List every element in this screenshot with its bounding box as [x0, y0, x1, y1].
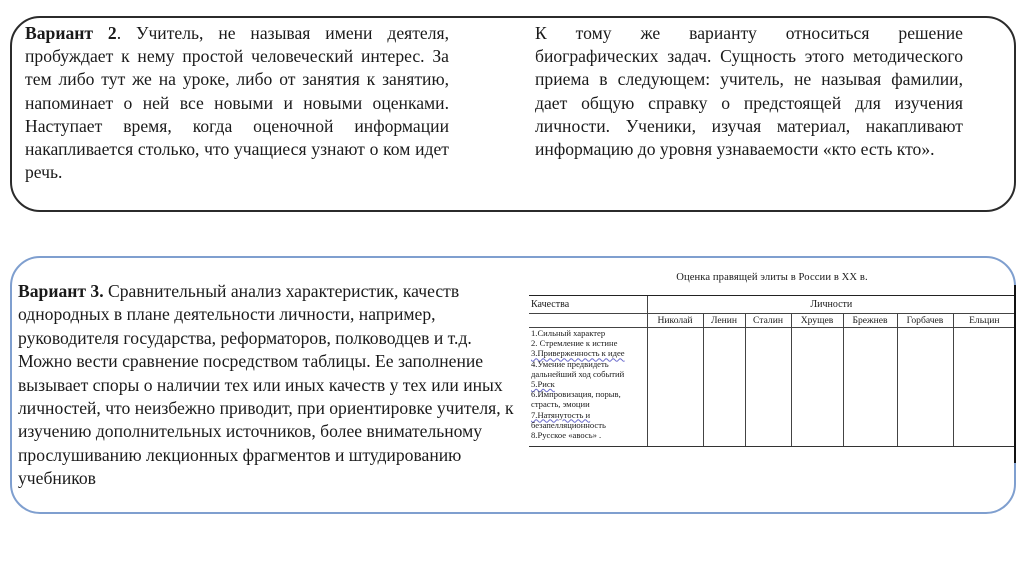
quality-item: 4.Умение предвидеть: [531, 358, 609, 369]
quality-item: безапелляционность: [531, 419, 606, 430]
variant-2-text: . Учитель, не называя имени деятеля, пробуждает к нему простой человеческий интерес. За тем либо тут же на уроке, либо от занятия к занятию, напоминает о ней все новыми и новыми оценками. Наступает время, когда оценочной информации накапливается столько, что учащиеся узнают о ком идет речь.: [25, 23, 449, 183]
header-persons: Личности: [647, 296, 1015, 314]
empty-cell: [745, 328, 791, 447]
quality-item: 6.Импровизация, порыв,: [531, 389, 621, 400]
person-header: Ельцин: [953, 314, 1015, 328]
empty-cell: [843, 328, 897, 447]
person-header: Николай: [647, 314, 703, 328]
table-header-row: [529, 296, 1015, 314]
person-header: Сталин: [745, 314, 791, 328]
variant-3-paragraph: [18, 280, 514, 491]
person-header: Горбачев: [897, 314, 953, 328]
elite-assessment-table: [529, 295, 1016, 447]
quality-item: 5.Риск: [531, 379, 555, 390]
empty-cell: [897, 328, 953, 447]
variant-2-paragraph: [25, 22, 449, 184]
quality-item: 2. Стремление к истине: [531, 338, 618, 349]
table-body-row: [529, 328, 1015, 447]
table-persons-row: [529, 314, 1015, 328]
person-header: Брежнев: [843, 314, 897, 328]
empty-cell: [953, 328, 1015, 447]
quality-item: 3.Приверженность к идее: [531, 348, 625, 359]
variant-2-lead: Вариант 2: [25, 23, 117, 43]
table-right-border: [1014, 285, 1016, 463]
table-title: Оценка правящей элиты в России в XX в.: [676, 272, 868, 283]
empty-cell: [647, 328, 703, 447]
person-header: Ленин: [703, 314, 745, 328]
quality-item: 8.Русское «авось» .: [531, 430, 602, 441]
variant-3-text: Сравнительный анализ характеристик, качеств однородных в плане деятельности личности, например, руководителя государства, реформаторов, полководцев и т.д. Можно вести сравнение посредством таблицы. Ее заполнение вызывает споры о наличии тех или иных качеств у тех или иных личностей, что неизбежно приводит, при ориентировке учителя, к изучению дополнительных источников, более внимательному прослушиванию лекционных фрагментов и штудированию учебников: [18, 281, 514, 489]
quality-item: дальнейший ход событий: [531, 368, 625, 379]
biographical-tasks-paragraph: К тому же варианту относиться решение биографических задач. Сущность этого методического приема в следующем: учитель, не называя фамилии, дает общую справку о предстоящей для изучения личности. Ученики, изучая материал, накапливают информацию до уровня узнаваемости «кто есть кто».: [535, 23, 963, 160]
empty-cell: [791, 328, 843, 447]
quality-item: 1.Сильный характер: [531, 328, 606, 338]
header-qualities: Качества: [529, 296, 647, 314]
elite-assessment-table-figure: [529, 268, 1015, 463]
variant-3-lead: Вариант 3.: [18, 281, 104, 301]
qualities-list: [529, 328, 647, 447]
person-header: Хрущев: [791, 314, 843, 328]
header-empty-cell: [529, 314, 647, 328]
quality-item: 7.Натянутость и: [531, 409, 591, 420]
quality-item: страсть, эмоции: [531, 399, 590, 410]
empty-cell: [703, 328, 745, 447]
